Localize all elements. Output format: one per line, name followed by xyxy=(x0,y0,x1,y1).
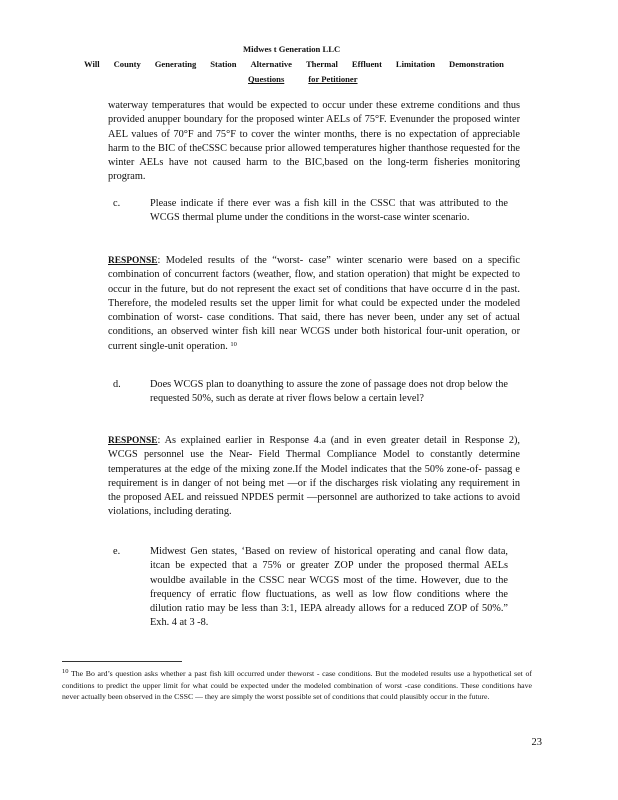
footnote-reference: 10 xyxy=(230,340,237,348)
header-word: Demonstration xyxy=(449,59,504,69)
question-text: Midwest Gen states, ‘Based on review of historical operating and canal flow data, itcan be expected that a 75% or greater ZOP under the proposed thermal AELs wouldbe available in the CSSC near WCGS most of the time. However, due to the frequency of erratic flow fluctuations, as well as low flow conditions where the dilution ratio may be less than 3:1, IEPA already allows for a reduced ZOP of 50%.” Exh. 4 at 3 -8. xyxy=(150,546,508,629)
question-item-d xyxy=(113,378,508,407)
response-label: RESPONSE xyxy=(108,436,158,446)
question-label: d. xyxy=(113,379,121,390)
response-paragraph-c xyxy=(108,254,520,354)
header-word: Thermal xyxy=(305,59,338,69)
response-label: RESPONSE xyxy=(108,256,158,266)
footnote xyxy=(62,668,532,703)
header-subtitle-b: for Petitioner xyxy=(308,74,358,84)
response-paragraph-d xyxy=(108,434,520,520)
footnote-divider xyxy=(62,661,182,662)
header-word: Generating xyxy=(154,59,197,69)
header-subtitle-a: Questions xyxy=(248,74,285,84)
question-item-e xyxy=(113,545,508,631)
footnote-text: The Bo ard’s question asks whether a past fish kill occurred under theworst - case conditions. But the modeled results use a hypothetical set of conditions to predict the upper limit for what could be expected under the modeled combination of worst -case conditions. These conditions have never actually been observed in the CSSC — they are simply the worst possible set of conditions that could plausibly occur in the future. xyxy=(62,669,532,702)
question-text: Please indicate if there ever was a fish kill in the CSSC that was attributed to the WCGS thermal plume under the conditions in the worst-case winter scenario. xyxy=(150,198,508,224)
question-label: c. xyxy=(113,198,121,209)
header-word: Limitation xyxy=(395,59,436,69)
body-paragraph-continued: waterway temperatures that would be expected to occur under these extreme conditions and thus provided anupper boundary for the proposed winter AELs of 75°F. Evenunder the proposed winter AEL values of 70°F and 75°F to cover the winter months, there is no expectation of appreciable harm to the BIC of theCSSC because prior allowed temperatures higher thanthose requested for the winter AELs have not caused harm to the BIC,based on the long-term fisheries monitoring program. xyxy=(108,100,520,183)
header-word: Station xyxy=(210,59,237,69)
header-subtitle xyxy=(248,74,382,84)
response-text: : Modeled results of the “worst- case” winter scenario were based on a specific combination of concurrent factors (weather, flow, and station operation) that might be expected to occur in the future, but do not represent the exact set of conditions that have occurre d in the past. Therefore, the modeled results set the upper limit for what could be expected under the modeled combination of worst- case conditions. That said, there has never been, under any set of actual conditions, an observed winter fish kill near WCGS under both historical four-unit operation, or current single-unit operation. xyxy=(108,255,520,352)
header-word: County xyxy=(113,59,141,69)
question-item-c xyxy=(113,197,508,226)
header-word: Alternative xyxy=(250,59,292,69)
header-company-name: Midwes t Generation LLC xyxy=(243,44,341,54)
header-document-title xyxy=(84,59,504,69)
question-text: Does WCGS plan to doanything to assure the zone of passage does not drop below the requested 50%, such as derate at river flows below a certain level? xyxy=(150,379,508,405)
header-word: Will xyxy=(84,59,100,69)
question-label: e. xyxy=(113,546,121,557)
page-number: 23 xyxy=(531,737,542,748)
footnote-number: 10 xyxy=(62,668,69,675)
response-text: : As explained earlier in Response 4.a (and in even greater detail in Response 2), WCGS personnel use the Near- Field Thermal Compliance Model to constantly determine temperatures at the edge of the mixing zone.If the Model indicates that the 50% zone-of- passag e requirement is in danger of not being met —or if the discharges risk violating any requirement in the proposed AEL and reissued NPDES permit —personnel are authorized to take actions to avoid violations, including derating. xyxy=(108,435,520,518)
header-word: Effluent xyxy=(351,59,382,69)
